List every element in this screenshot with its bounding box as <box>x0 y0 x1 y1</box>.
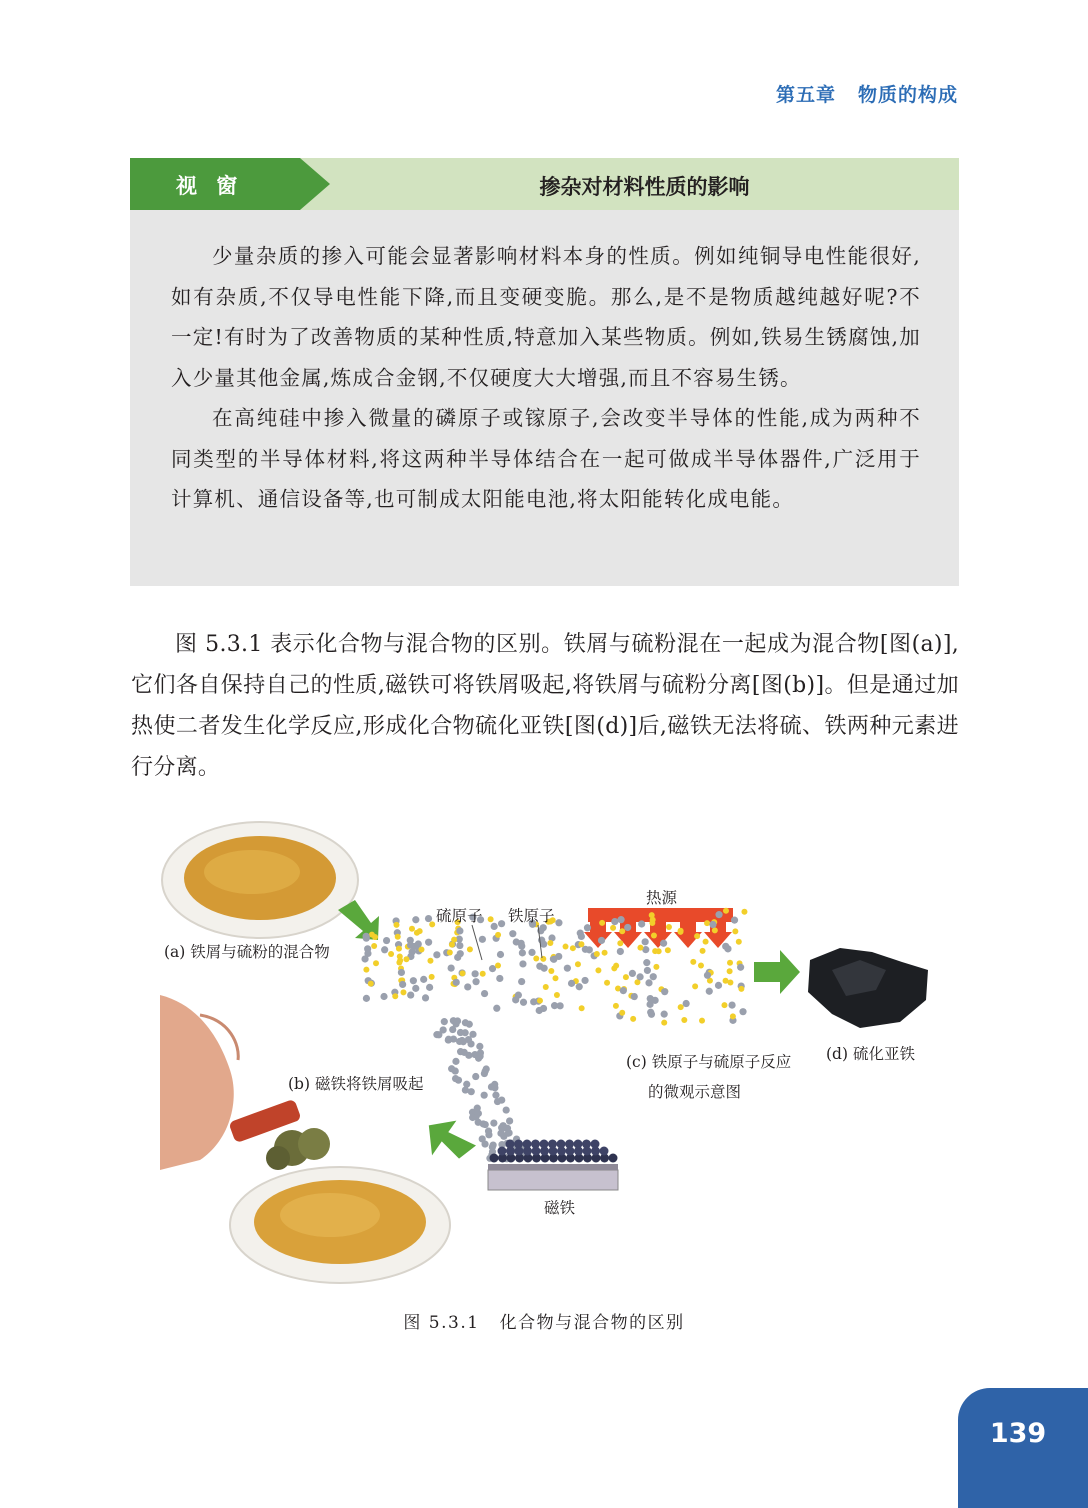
heat-source-icon <box>584 908 733 948</box>
sulfur-atom <box>371 943 377 949</box>
sulfur-atom <box>721 1002 727 1008</box>
iron-atom <box>454 1017 461 1024</box>
iron-atom <box>380 993 387 1000</box>
iron-atom <box>555 953 562 960</box>
sulfur-atom <box>649 912 655 918</box>
sulfur-atom <box>741 909 747 915</box>
iron-atom <box>494 1098 501 1105</box>
magnet-iron-atoms <box>490 1140 618 1163</box>
magnet-iron-atom <box>582 1140 591 1149</box>
iron-atom <box>728 1001 735 1008</box>
chapter-number: 第五章 <box>775 84 836 106</box>
sulfur-atom <box>578 941 584 947</box>
figure-number: 图 5.3.1 <box>403 1313 480 1333</box>
sulfur-atom <box>649 920 655 926</box>
iron-atom <box>722 943 729 950</box>
iron-atom <box>363 995 370 1002</box>
iron-atom <box>683 1000 690 1007</box>
iron-atom <box>420 976 427 983</box>
sulfur-atom <box>694 933 700 939</box>
iron-atom <box>540 1005 547 1012</box>
magnet-iron-atom <box>523 1140 532 1149</box>
sulfur-atom <box>666 924 672 930</box>
iron-atom <box>731 917 738 924</box>
arrow-right-icon <box>754 950 800 994</box>
iron-atom <box>557 1002 564 1009</box>
mixture-plate-image <box>162 822 358 938</box>
iron-atom <box>617 948 624 955</box>
iron-atom <box>412 916 419 923</box>
sulfur-atom <box>388 951 394 957</box>
iron-atom <box>631 993 638 1000</box>
sulfur-atom <box>373 960 379 966</box>
sulfur-atom <box>738 986 744 992</box>
sulfur-atom <box>723 978 729 984</box>
iron-atom <box>479 936 486 943</box>
iron-atom <box>576 983 583 990</box>
sulfur-atom <box>368 981 374 987</box>
sulfur-atom <box>579 1005 585 1011</box>
sulfur-atom <box>678 1004 684 1010</box>
iron-atom <box>464 983 471 990</box>
sulfur-atom <box>363 967 369 973</box>
iron-sulfide-image <box>808 948 928 1028</box>
iron-atom <box>491 923 498 930</box>
iron-atom <box>462 1019 469 1026</box>
sulfur-atom <box>637 945 643 951</box>
sulfur-atom <box>417 928 423 934</box>
iron-atom <box>460 1038 467 1045</box>
iron-atom <box>489 965 496 972</box>
iron-atom <box>481 1092 488 1099</box>
magnet-iron-atom <box>506 1140 515 1149</box>
iron-atom <box>503 1106 510 1113</box>
sulfur-atom <box>677 929 683 935</box>
sulfur-atom <box>548 968 554 974</box>
sulfur-atom <box>396 946 402 952</box>
iron-atom <box>611 918 618 925</box>
iron-atom <box>381 946 388 953</box>
sulfur-atom <box>661 1020 667 1026</box>
iron-atom <box>465 1052 472 1059</box>
iron-atom <box>624 924 631 931</box>
iron-atom <box>513 938 520 945</box>
arrow-down-left-icon <box>427 1118 478 1163</box>
iron-atom <box>518 978 525 985</box>
sulfur-atom <box>665 947 671 953</box>
iron-atom <box>647 1009 654 1016</box>
iron-atom <box>462 1086 469 1093</box>
label-iron-atom: 铁原子 <box>508 907 555 925</box>
iron-atom <box>715 982 722 989</box>
iron-atom <box>412 985 419 992</box>
sulfur-atom <box>611 965 617 971</box>
iron-atom <box>661 1011 668 1018</box>
iron-atom <box>709 921 716 928</box>
iron-atom <box>452 1058 459 1065</box>
label-reaction-line1: (c) 铁原子与硫原子反应 <box>626 1053 792 1071</box>
sulfur-atom <box>692 983 698 989</box>
sulfur-atom <box>480 971 486 977</box>
iron-atom <box>541 965 548 972</box>
iron-atom <box>383 937 390 944</box>
sulfur-atom <box>723 908 729 914</box>
sulfur-atom <box>732 928 738 934</box>
iron-atom <box>577 930 584 937</box>
iron-atom <box>568 980 575 987</box>
window-tag <box>130 158 300 210</box>
iron-atom <box>448 965 455 972</box>
iron-atom <box>715 911 722 918</box>
iron-atom <box>584 924 591 931</box>
iron-atom <box>496 975 503 982</box>
sulfur-atom <box>570 945 576 951</box>
iron-atom <box>476 1043 483 1050</box>
magnet-iron-atom <box>600 1147 609 1156</box>
iron-atom <box>638 920 645 927</box>
iron-atom <box>636 973 643 980</box>
iron-atom <box>398 969 405 976</box>
iron-atom <box>564 965 571 972</box>
sulfur-atom <box>736 939 742 945</box>
sulfur-atom <box>409 926 415 932</box>
sulfur-atom-leader-line <box>472 925 482 960</box>
iron-atom <box>475 1119 482 1126</box>
iron-atom <box>645 979 652 986</box>
page-number: 139 <box>989 1418 1047 1449</box>
label-magnet-separation: (b) 磁铁将铁屑吸起 <box>288 1075 424 1093</box>
sulfur-atom <box>651 932 657 938</box>
sulfur-atom <box>703 939 709 945</box>
sulfur-atom <box>547 940 553 946</box>
sulfur-atom <box>613 1003 619 1009</box>
chapter-title: 物质的构成 <box>857 84 958 106</box>
sulfur-atom <box>403 956 409 962</box>
magnet-iron-atom <box>531 1140 540 1149</box>
iron-atom <box>706 988 713 995</box>
iron-atom <box>462 1029 469 1036</box>
iron-atom <box>497 951 504 958</box>
sulfur-atom <box>699 1018 705 1024</box>
iron-atom <box>426 984 433 991</box>
sulfur-atom <box>447 949 453 955</box>
sulfur-atom <box>698 962 704 968</box>
iron-atom <box>620 987 627 994</box>
magnet-iron-atom <box>574 1140 583 1149</box>
iron-atom <box>737 964 744 971</box>
sulfur-atom <box>610 925 616 931</box>
magnet-iron-atom <box>591 1140 600 1149</box>
iron-atom <box>643 959 650 966</box>
sulfur-atom <box>700 948 706 954</box>
separated-plate-image <box>230 1167 450 1283</box>
iron-atom <box>435 1031 442 1038</box>
iron-atom <box>490 1141 497 1148</box>
sulfur-atom <box>617 940 623 946</box>
iron-atom <box>490 1119 497 1126</box>
iron-atom <box>704 972 711 979</box>
sulfur-atom <box>395 934 401 940</box>
sulfur-atom <box>690 959 696 965</box>
iron-atom <box>530 998 537 1005</box>
iron-atom <box>739 1008 746 1015</box>
sulfur-atom <box>652 948 658 954</box>
iron-atom <box>660 940 667 947</box>
iron-atom <box>652 997 659 1004</box>
page-number-tab <box>958 1388 1088 1508</box>
iron-atom <box>498 920 505 927</box>
sulfur-atom <box>393 922 399 928</box>
iron-atom <box>617 916 624 923</box>
window-title-bar <box>130 158 959 210</box>
iron-atom <box>598 937 605 944</box>
label-iron-sulfide: (d) 硫化亚铁 <box>826 1045 915 1063</box>
sulfur-atom <box>427 958 433 964</box>
sulfur-atom <box>630 1016 636 1022</box>
iron-atom <box>472 970 479 977</box>
sulfur-atom <box>533 956 539 962</box>
sulfur-atom <box>554 992 560 998</box>
iron-atom <box>452 1075 459 1082</box>
iron-atom <box>472 978 479 985</box>
iron-atom <box>506 1117 513 1124</box>
figure <box>160 810 930 1290</box>
sulfur-atom <box>552 975 558 981</box>
figure-caption <box>0 1308 1088 1333</box>
sulfur-atom <box>451 937 457 943</box>
iron-atom <box>441 1018 448 1025</box>
iron-atom <box>555 919 562 926</box>
sulfur-atom <box>495 963 501 969</box>
magnet-image <box>488 1164 618 1190</box>
iron-atom <box>364 950 371 957</box>
sulfur-atom <box>730 1013 736 1019</box>
chapter-header <box>776 80 958 107</box>
sulfur-atom <box>372 934 378 940</box>
window-title: 掺杂对材料性质的影响 <box>539 175 750 199</box>
sulfur-atom <box>467 946 473 952</box>
sulfur-atom <box>400 989 406 995</box>
sulfur-atom <box>575 961 581 967</box>
iron-atom <box>644 967 651 974</box>
iron-atom <box>453 979 460 986</box>
window-paragraph: 在高纯硅中掺入微量的磷原子或镓原子,会改变半导体的性能,成为两种不同类型的半导体材料,将这两种半导体结合在一起可做成半导体器件,广泛用于计算机、通信设备等,也可制成太阳能电池,将太阳能转化成电能。 <box>171 406 921 511</box>
iron-atom <box>399 981 406 988</box>
sulfur-atom <box>712 927 718 933</box>
window-tag-label: 视 窗 <box>176 174 244 198</box>
sulfur-atom <box>488 916 494 922</box>
iron-atom <box>467 1040 474 1047</box>
sulfur-atom <box>619 928 625 934</box>
window-body <box>171 236 921 520</box>
main-paragraph: 图 5.3.1 表示化合物与混合物的区别。铁屑与硫粉混在一起成为混合物[图(a)],它们各自保持自己的性质,磁铁可将铁屑吸起,将铁屑与硫粉分离[图(b)]。但是通过加热使二者发生化学反应,形成化合物硫化亚铁[图(d)]后,磁铁无法将硫、铁两种元素进行分离。 <box>131 632 959 780</box>
sulfur-atom <box>681 1017 687 1023</box>
sulfur-atom <box>460 970 466 976</box>
iron-atom <box>492 1092 499 1099</box>
window-paragraph: 少量杂质的掺入可能会显著影响材料本身的性质。例如纯铜导电性能很好,如有杂质,不仅导电性能下降,而且变硬变脆。那么,是不是物质越纯越好呢?不一定!有时为了改善物质的某种性质,特意加入某些物质。例如,铁易生锈腐蚀,加入少量其他金属,炼成合金钢,不仅硬度大大增强,而且不容易生锈。 <box>171 244 921 390</box>
sulfur-atom <box>619 1010 625 1016</box>
sulfur-atom <box>727 960 733 966</box>
iron-atom <box>407 942 414 949</box>
iron-atom <box>433 951 440 958</box>
sulfur-atom <box>602 950 608 956</box>
iron-atom <box>581 977 588 984</box>
sulfur-atom <box>599 920 605 926</box>
magnet-iron-atom <box>548 1140 557 1149</box>
magnet-iron-atom <box>609 1154 618 1163</box>
label-magnet: 磁铁 <box>544 1199 576 1217</box>
iron-atom <box>629 970 636 977</box>
iron-atom <box>472 1073 479 1080</box>
sulfur-atom <box>397 957 403 963</box>
magnet-iron-atom <box>565 1140 574 1149</box>
sulfur-atom <box>429 921 435 927</box>
iron-atom <box>425 915 432 922</box>
sulfur-atom <box>537 998 543 1004</box>
magnet-iron-atom <box>490 1154 499 1163</box>
sulfur-atom <box>429 974 435 980</box>
iron-atom <box>475 1055 482 1062</box>
sulfur-atom <box>704 920 710 926</box>
iron-atom <box>661 988 668 995</box>
magnet-iron-atom <box>498 1147 507 1156</box>
iron-atom <box>509 930 516 937</box>
iron-atom <box>479 1135 486 1142</box>
iron-atom <box>410 977 417 984</box>
iron-atom <box>491 1084 498 1091</box>
iron-atom <box>422 994 429 1001</box>
magnet-iron-atom <box>514 1140 523 1149</box>
iron-atom <box>450 1035 457 1042</box>
sulfur-atom <box>623 974 629 980</box>
sulfur-atom <box>392 993 398 999</box>
iron-atom <box>642 938 649 945</box>
window-box <box>130 158 959 586</box>
iron-atom <box>456 927 463 934</box>
iron-atom <box>425 939 432 946</box>
iron-atom <box>519 949 526 956</box>
iron-atom <box>363 935 370 942</box>
sulfur-atom <box>563 944 569 950</box>
figure-caption-text: 化合物与混合物的区别 <box>499 1313 685 1333</box>
sulfur-atom <box>540 956 546 962</box>
iron-atom <box>457 950 464 957</box>
label-reaction-line2: 的微观示意图 <box>648 1083 742 1101</box>
iron-atom <box>650 973 657 980</box>
sulfur-atom <box>495 932 501 938</box>
magnet-iron-atom <box>557 1140 566 1149</box>
iron-atom <box>520 999 527 1006</box>
magnet-iron-atom <box>540 1140 549 1149</box>
sulfur-atom <box>543 984 549 990</box>
iron-atom <box>519 960 526 967</box>
iron-atom <box>493 1005 500 1012</box>
iron-atom <box>504 1125 511 1132</box>
iron-atom <box>415 940 422 947</box>
iron-atom <box>452 1067 459 1074</box>
iron-atom <box>485 1128 492 1135</box>
sulfur-atom <box>594 951 600 957</box>
sulfur-atom <box>727 968 733 974</box>
iron-atom <box>482 1068 489 1075</box>
figure-illustration <box>160 810 930 1290</box>
sulfur-atom <box>595 967 601 973</box>
iron-atom <box>481 990 488 997</box>
iron-atom <box>540 941 547 948</box>
label-sulfur-atom: 硫原子 <box>436 907 483 925</box>
iron-atom <box>528 949 535 956</box>
iron-atom <box>515 992 522 999</box>
iron-atom <box>456 942 463 949</box>
sulfur-atom <box>604 980 610 986</box>
label-heat-source: 热源 <box>646 889 678 907</box>
iron-atom <box>449 1026 456 1033</box>
sulfur-atom <box>653 964 659 970</box>
label-mixture: (a) 铁屑与硫粉的混合物 <box>164 943 330 961</box>
iron-atom <box>407 991 414 998</box>
iron-atom <box>474 1105 481 1112</box>
